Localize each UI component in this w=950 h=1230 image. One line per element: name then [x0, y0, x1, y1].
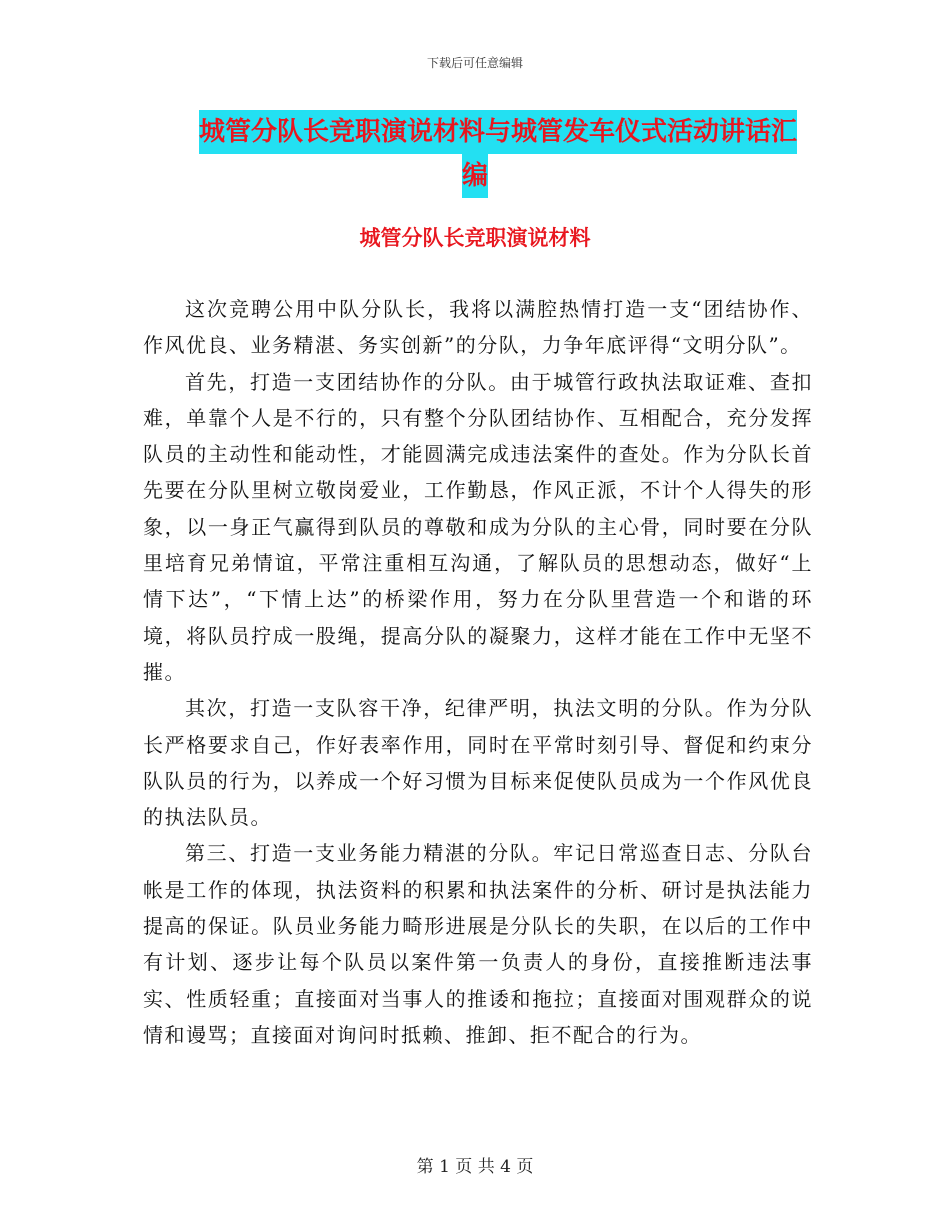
page-footer: 第 1 页 共 4 页: [416, 1157, 534, 1177]
header-note: 下载后可任意编辑: [426, 56, 523, 70]
paragraph: 这次竞聘公用中队分队长，我将以满腔热情打造一支“团结协作、作风优良、业务精湛、务实创新”的分队，力争年底评得“文明分队”。: [143, 297, 813, 358]
paragraph: 首先，打造一支团结协作的分队。由于城管行政执法取证难、查扣难，单靠个人是不行的，只有整个分队团结协作、互相配合，充分发挥队员的主动性和能动性，才能圆满完成违法案件的查处。作为分队长首先要在分队里树立敬岗爱业，工作勤恳，作风正派，不计个人得失的形象，以一身正气赢得到队员的尊敬和成为分队的主心骨，同时要在分队里培育兄弟情谊，平常注重相互沟通，了解队员的思想动态，做好“上情下达”，“下情上达”的桥梁作用，努力在分队里营造一个和谐的环境，将队员拧成一股绳，提高分队的凝聚力，这样才能在工作中无坚不摧。: [143, 369, 813, 684]
document-body: [143, 291, 813, 1053]
paragraph: 第三、打造一支业务能力精湛的分队。牢记日常巡查日志、分队台帐是工作的体现，执法资料的积累和执法案件的分析、研讨是执法能力提高的保证。队员业务能力畸形进展是分队长的失职，在以后的工作中有计划、逐步让每个队员以案件第一负责人的身份，直接推断违法事实、性质轻重；直接面对当事人的推诿和拖拉；直接面对围观群众的说情和谩骂；直接面对询问时抵赖、推卸、拒不配合的行为。: [143, 841, 813, 1047]
title-line-1: 城管分队长竞职演说材料与城管发车仪式活动讲话汇: [199, 110, 797, 154]
paragraph: 其次，打造一支队容干净，纪律严明，执法文明的分队。作为分队长严格要求自己，作好表率作用，同时在平常时刻引导、督促和约束分队队员的行为，以养成一个好习惯为目标来促使队员成为一个作风优良的执法队员。: [143, 696, 813, 830]
title-line-2: 编: [462, 154, 488, 198]
section-title: 城管分队长竞职演说材料: [359, 226, 591, 250]
document-title: [0, 110, 950, 198]
